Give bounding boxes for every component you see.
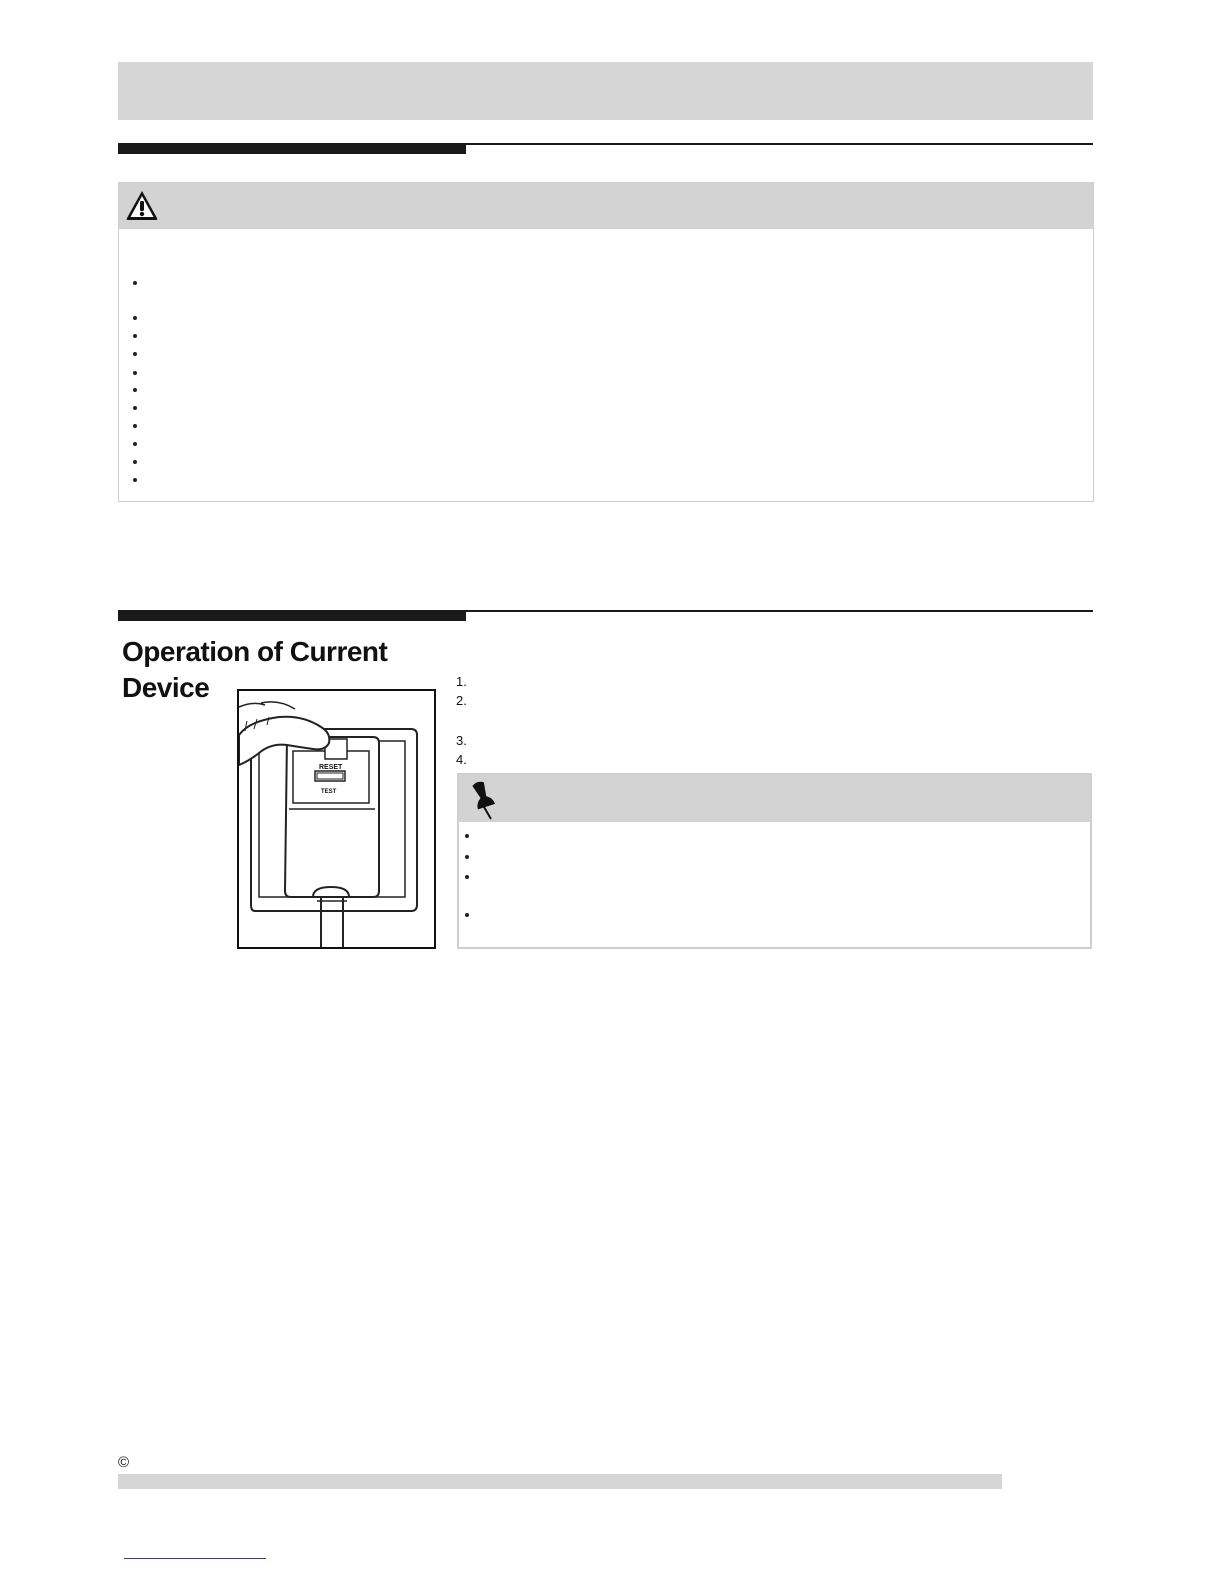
section-rule-top-accent — [118, 145, 466, 154]
warning-bullet — [133, 460, 137, 464]
footer-link-underline[interactable] — [124, 1558, 266, 1559]
step-number-2: 2. — [456, 693, 467, 708]
step-number-3: 3. — [456, 733, 467, 748]
warning-bullet — [133, 316, 137, 320]
pushpin-icon — [469, 779, 499, 821]
warning-bullet — [133, 406, 137, 410]
warning-header — [119, 183, 1093, 229]
test-label: TEST — [321, 789, 337, 795]
section-rule-middle-accent — [118, 612, 466, 621]
warning-bullet — [133, 334, 137, 338]
step-number-4: 4. — [456, 752, 467, 767]
warning-bullet — [133, 442, 137, 446]
footer-band — [118, 1474, 1002, 1489]
step-number-1: 1. — [456, 674, 467, 689]
warning-bullet — [133, 352, 137, 356]
section-title-line2: Device — [122, 672, 210, 703]
warning-bullet — [133, 281, 137, 285]
reset-label: RESET — [319, 764, 343, 771]
warning-box — [118, 182, 1094, 502]
section-title-line1: Operation of Current — [122, 636, 388, 667]
note-bullet — [465, 875, 469, 879]
note-header — [459, 775, 1090, 822]
warning-bullet — [133, 424, 137, 428]
copyright-symbol: © — [118, 1454, 130, 1471]
plug-drawing — [239, 691, 434, 947]
note-bullet — [465, 855, 469, 859]
page-header-band — [118, 62, 1093, 120]
note-box — [457, 773, 1092, 949]
current-device-illustration — [237, 689, 436, 949]
warning-bullet — [133, 388, 137, 392]
warning-bullet — [133, 478, 137, 482]
note-bullet — [465, 913, 469, 917]
warning-bullet — [133, 371, 137, 375]
note-bullet — [465, 834, 469, 838]
warning-triangle-icon — [125, 189, 159, 221]
